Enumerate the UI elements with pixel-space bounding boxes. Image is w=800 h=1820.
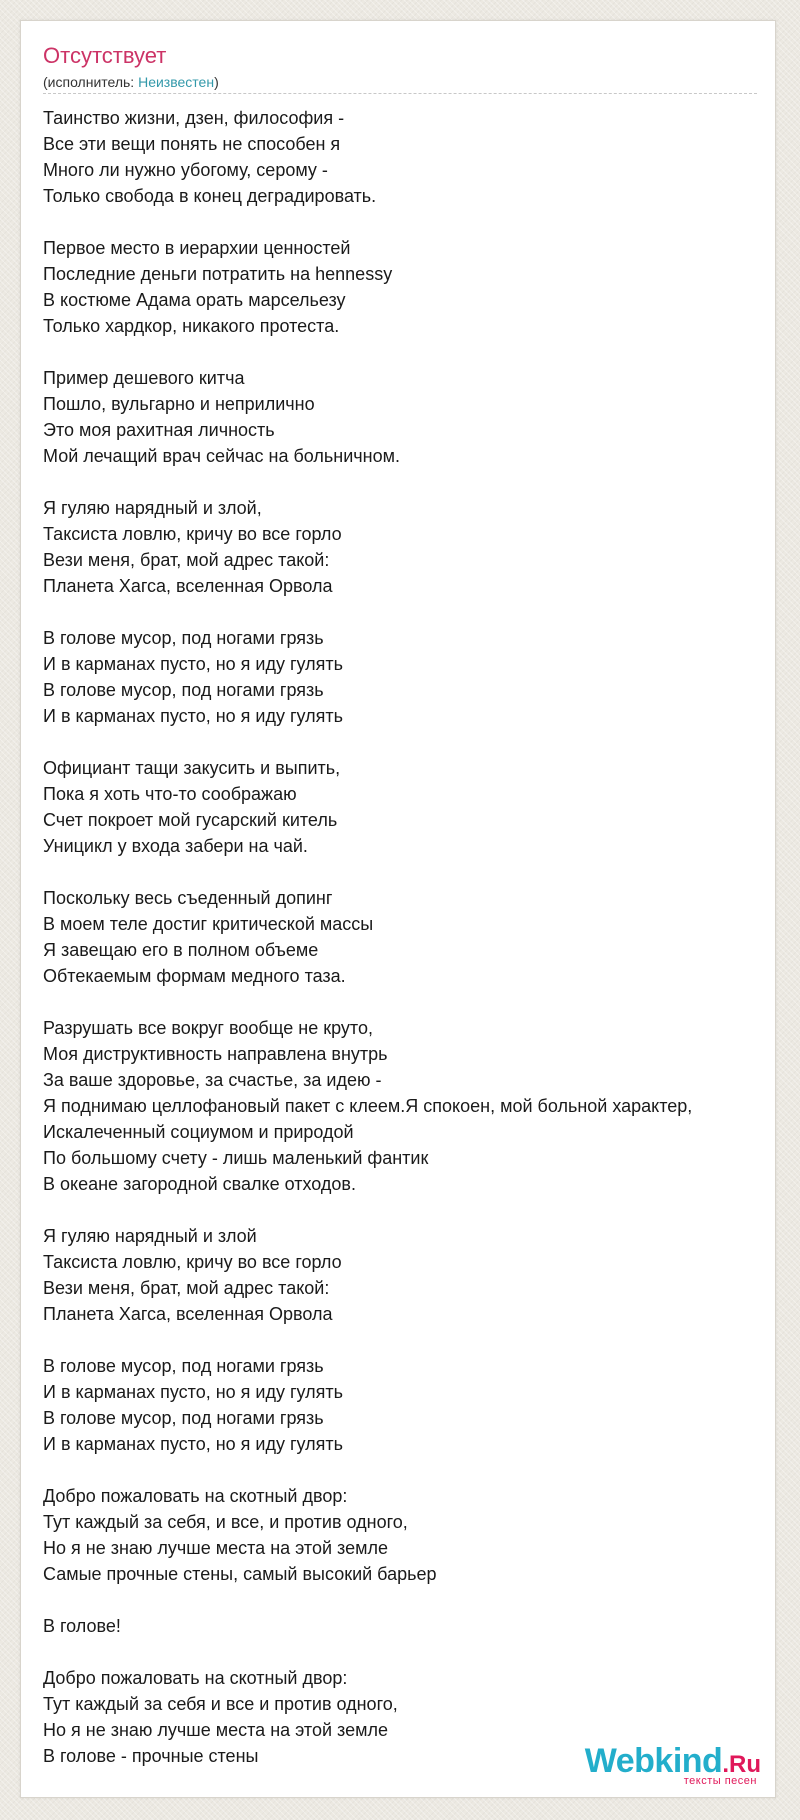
- lyric-line: Пошло, вульгарно и неприлично: [43, 394, 315, 414]
- performer-suffix: ): [214, 74, 219, 90]
- logo-wordmark: Webkind: [584, 1742, 723, 1780]
- lyrics-text: [43, 105, 773, 1795]
- lyric-line: Таксиста ловлю, кричу во все горло: [43, 1252, 342, 1272]
- lyric-line: Самые прочные стены, самый высокий барьер: [43, 1564, 437, 1584]
- song-title: Отсутствует: [43, 43, 167, 68]
- lyrics-stanza: [43, 885, 773, 989]
- lyric-line: В голове!: [43, 1616, 121, 1636]
- lyric-line: Но я не знаю лучше места на этой земле: [43, 1720, 388, 1740]
- lyric-line: И в карманах пусто, но я иду гулять: [43, 706, 344, 726]
- lyrics-stanza: [43, 1353, 773, 1457]
- lyric-line: Я завещаю его в полном объеме: [43, 940, 319, 960]
- lyric-line: Вези меня, брат, мой адрес такой:: [43, 1278, 330, 1298]
- lyric-line: Пример дешевого китча: [43, 368, 245, 388]
- lyric-line: Планета Хагса, вселенная Орвола: [43, 1304, 333, 1324]
- lyric-line: Поскольку весь съеденный допинг: [43, 888, 333, 908]
- lyric-line: В голове мусор, под ногами грязь: [43, 680, 324, 700]
- lyric-line: Только хардкор, никакого протеста.: [43, 316, 340, 336]
- logo-tld: .Ru: [722, 1751, 761, 1778]
- lyric-line: В костюме Адама орать марсельезу: [43, 290, 346, 310]
- lyric-line: В голове мусор, под ногами грязь: [43, 1356, 324, 1376]
- lyric-line: Я гуляю нарядный и злой: [43, 1226, 257, 1246]
- lyric-line: Официант тащи закусить и выпить,: [43, 758, 341, 778]
- artist-link[interactable]: Неизвестен: [138, 74, 215, 90]
- lyric-line: Последние деньги потратить на hennessy: [43, 264, 393, 284]
- title-divider: [43, 93, 757, 94]
- performer-prefix: (исполнитель:: [43, 74, 139, 90]
- lyric-line: Пока я хоть что-то соображаю: [43, 784, 297, 804]
- lyric-line: И в карманах пусто, но я иду гулять: [43, 654, 344, 674]
- logo-tagline: тексты песен: [683, 1775, 757, 1787]
- lyric-line: Искалеченный социумом и природой: [43, 1122, 354, 1142]
- lyrics-stanza: [43, 495, 773, 599]
- lyric-line: Добро пожаловать на скотный двор:: [43, 1486, 348, 1506]
- lyric-line: Я гуляю нарядный и злой,: [43, 498, 262, 518]
- lyric-line: Уницикл у входа забери на чай.: [43, 836, 308, 856]
- lyric-line: В голове мусор, под ногами грязь: [43, 1408, 324, 1428]
- lyric-line: Первое место в иерархии ценностей: [43, 238, 351, 258]
- lyrics-stanza: [43, 1613, 773, 1639]
- lyric-line: Планета Хагса, вселенная Орвола: [43, 576, 333, 596]
- lyric-line: За ваше здоровье, за счастье, за идею -: [43, 1070, 382, 1090]
- lyric-line: Счет покроет мой гусарский китель: [43, 810, 338, 830]
- lyrics-stanza: [43, 755, 773, 859]
- performer-line: [43, 74, 219, 91]
- lyric-line: Тут каждый за себя, и все, и против одного,: [43, 1512, 408, 1532]
- lyric-line: Много ли нужно убогому, серому -: [43, 160, 328, 180]
- lyric-line: Добро пожаловать на скотный двор:: [43, 1668, 348, 1688]
- lyrics-stanza: [43, 1015, 773, 1197]
- lyrics-stanza: [43, 365, 773, 469]
- lyric-line: Таксиста ловлю, кричу во все горло: [43, 524, 342, 544]
- lyric-line: Тут каждый за себя и все и против одного,: [43, 1694, 398, 1714]
- lyrics-stanza: [43, 105, 773, 209]
- lyric-line: Все эти вещи понять не способен я: [43, 134, 341, 154]
- lyric-line: И в карманах пусто, но я иду гулять: [43, 1382, 344, 1402]
- lyric-line: Вези меня, брат, мой адрес такой:: [43, 550, 330, 570]
- lyric-line: Моя диструктивность направлена внутрь: [43, 1044, 388, 1064]
- lyric-line: Это моя рахитная личность: [43, 420, 275, 440]
- lyric-line: Таинство жизни, дзен, философия -: [43, 108, 345, 128]
- lyrics-stanza: [43, 625, 773, 729]
- lyric-line: Мой лечащий врач сейчас на больничном.: [43, 446, 400, 466]
- lyric-line: И в карманах пусто, но я иду гулять: [43, 1434, 344, 1454]
- lyric-line: В голове мусор, под ногами грязь: [43, 628, 324, 648]
- lyrics-card: [20, 20, 776, 1798]
- lyrics-stanza: [43, 1483, 773, 1587]
- site-logo[interactable]: [585, 1744, 761, 1787]
- lyric-line: Но я не знаю лучше места на этой земле: [43, 1538, 388, 1558]
- lyric-line: Я поднимаю целлофановый пакет с клеем.Я спокоен, мой больной характер,: [43, 1096, 693, 1116]
- lyric-line: Только свобода в конец деградировать.: [43, 186, 377, 206]
- lyric-line: В моем теле достиг критической массы: [43, 914, 374, 934]
- lyric-line: В океане загородной свалке отходов.: [43, 1174, 356, 1194]
- lyrics-stanza: [43, 235, 773, 339]
- lyric-line: Разрушать все вокруг вообще не круто,: [43, 1018, 373, 1038]
- lyric-line: Обтекаемым формам медного таза.: [43, 966, 346, 986]
- lyric-line: В голове - прочные стены: [43, 1746, 259, 1766]
- lyrics-stanza: [43, 1223, 773, 1327]
- lyric-line: По большому счету - лишь маленький фантик: [43, 1148, 429, 1168]
